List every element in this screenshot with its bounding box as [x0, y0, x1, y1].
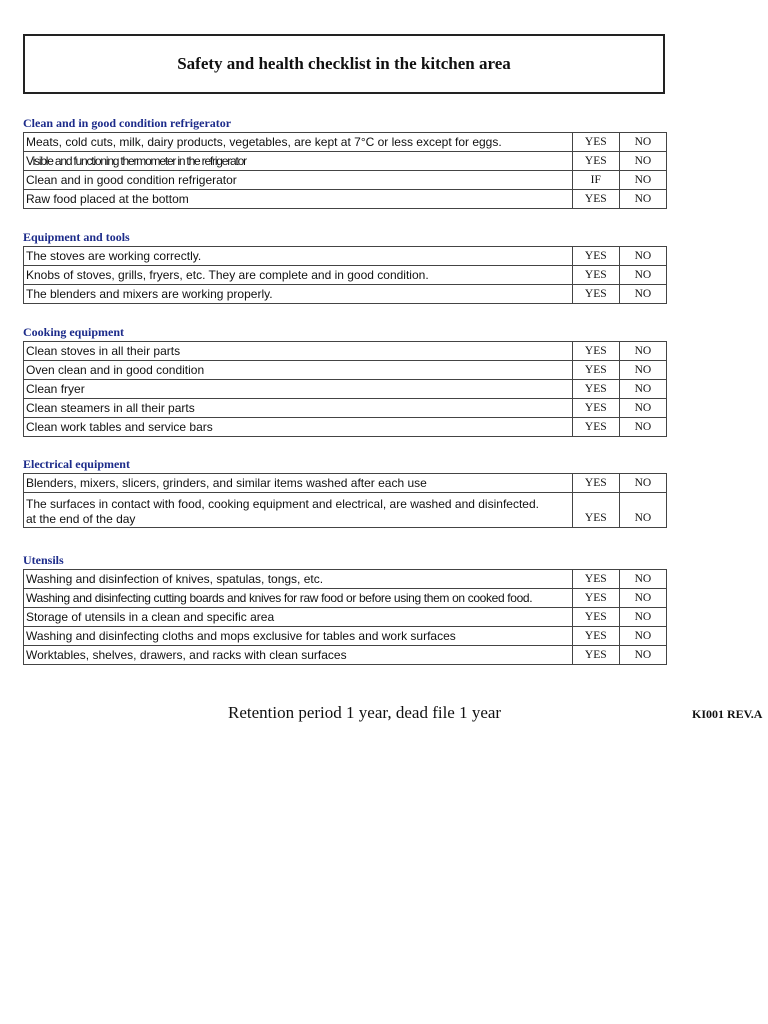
- question-cell: Washing and disinfection of knives, spatulas, tongs, etc.: [24, 570, 573, 589]
- table-row: [24, 266, 667, 285]
- table-row: [24, 247, 667, 266]
- question-line: The surfaces in contact with food, cooking equipment and electrical, are washed and disinfected.: [26, 497, 539, 511]
- yes-cell[interactable]: YES: [572, 399, 619, 418]
- yes-cell[interactable]: YES: [572, 361, 619, 380]
- question-cell: The blenders and mixers are working properly.: [24, 285, 573, 304]
- section-title: Cooking equipment: [23, 325, 125, 339]
- yes-cell[interactable]: YES: [572, 380, 619, 399]
- question-cell: [24, 493, 573, 528]
- section-utensils: [23, 552, 667, 665]
- no-cell[interactable]: NO: [619, 152, 666, 171]
- table-row: [24, 474, 667, 493]
- question-cell: Meats, cold cuts, milk, dairy products, vegetables, are kept at 7°C or less except for eggs.: [24, 133, 573, 152]
- yes-cell[interactable]: YES: [572, 474, 619, 493]
- section-electrical-equipment: [23, 456, 667, 528]
- section-title: Clean and in good condition refrigerator: [23, 116, 232, 130]
- question-cell: Raw food placed at the bottom: [24, 190, 573, 209]
- table-row: [24, 133, 667, 152]
- yes-cell[interactable]: YES: [572, 418, 619, 437]
- table-row: [24, 627, 667, 646]
- yes-cell[interactable]: YES: [572, 589, 619, 608]
- question-cell: Clean work tables and service bars: [24, 418, 573, 437]
- yes-cell[interactable]: YES: [572, 493, 619, 528]
- section-title: Electrical equipment: [23, 457, 130, 471]
- checklist-table: [23, 341, 667, 437]
- section-equipment-tools: [23, 229, 667, 304]
- question-cell: Visible and functioning thermometer in the refrigerator: [24, 152, 573, 171]
- yes-cell[interactable]: YES: [572, 646, 619, 665]
- no-cell[interactable]: NO: [619, 418, 666, 437]
- yes-cell[interactable]: YES: [572, 133, 619, 152]
- yes-cell[interactable]: YES: [572, 247, 619, 266]
- checklist-table: [23, 246, 667, 304]
- table-row: [24, 399, 667, 418]
- question-cell: Washing and disinfecting cloths and mops exclusive for tables and work surfaces: [24, 627, 573, 646]
- question-cell: Clean steamers in all their parts: [24, 399, 573, 418]
- question-cell: Clean fryer: [24, 380, 573, 399]
- yes-cell[interactable]: YES: [572, 190, 619, 209]
- yes-cell[interactable]: YES: [572, 152, 619, 171]
- no-cell[interactable]: NO: [619, 399, 666, 418]
- checklist-title: Safety and health checklist in the kitchen area: [23, 34, 665, 94]
- retention-note: Retention period 1 year, dead file 1 year: [228, 703, 502, 722]
- no-cell[interactable]: NO: [619, 608, 666, 627]
- table-row: [24, 493, 667, 528]
- no-cell[interactable]: NO: [619, 589, 666, 608]
- question-cell: Worktables, shelves, drawers, and racks with clean surfaces: [24, 646, 573, 665]
- question-cell: Clean and in good condition refrigerator: [24, 171, 573, 190]
- no-cell[interactable]: NO: [619, 171, 666, 190]
- question-cell: Washing and disinfecting cutting boards and knives for raw food or before using them on cooked food.: [24, 589, 573, 608]
- table-row: [24, 171, 667, 190]
- table-row: [24, 361, 667, 380]
- section-refrigerator: [23, 115, 667, 209]
- section-cooking-equipment: [23, 324, 667, 437]
- no-cell[interactable]: NO: [619, 285, 666, 304]
- question-cell: The stoves are working correctly.: [24, 247, 573, 266]
- no-cell[interactable]: NO: [619, 570, 666, 589]
- section-title: Equipment and tools: [23, 230, 130, 244]
- document-code: KI001 REV.A: [692, 707, 763, 721]
- question-cell: Storage of utensils in a clean and specific area: [24, 608, 573, 627]
- yes-cell[interactable]: YES: [572, 627, 619, 646]
- yes-cell[interactable]: IF: [572, 171, 619, 190]
- table-row: [24, 380, 667, 399]
- table-row: [24, 608, 667, 627]
- question-line: at the end of the day: [26, 512, 136, 526]
- question-cell: Blenders, mixers, slicers, grinders, and similar items washed after each use: [24, 474, 573, 493]
- yes-cell[interactable]: YES: [572, 285, 619, 304]
- table-row: [24, 570, 667, 589]
- question-cell: Knobs of stoves, grills, fryers, etc. They are complete and in good condition.: [24, 266, 573, 285]
- table-row: [24, 342, 667, 361]
- no-cell[interactable]: NO: [619, 266, 666, 285]
- no-cell[interactable]: NO: [619, 474, 666, 493]
- no-cell[interactable]: NO: [619, 380, 666, 399]
- no-cell[interactable]: NO: [619, 361, 666, 380]
- no-cell[interactable]: NO: [619, 342, 666, 361]
- no-cell[interactable]: NO: [619, 627, 666, 646]
- checklist-table: [23, 473, 667, 528]
- table-row: [24, 285, 667, 304]
- table-row: [24, 589, 667, 608]
- table-row: [24, 646, 667, 665]
- yes-cell[interactable]: YES: [572, 266, 619, 285]
- table-row: [24, 418, 667, 437]
- table-row: [24, 152, 667, 171]
- no-cell[interactable]: NO: [619, 133, 666, 152]
- no-cell[interactable]: NO: [619, 646, 666, 665]
- no-cell[interactable]: NO: [619, 493, 666, 528]
- table-row: [24, 190, 667, 209]
- question-cell: Clean stoves in all their parts: [24, 342, 573, 361]
- checklist-table: [23, 569, 667, 665]
- yes-cell[interactable]: YES: [572, 342, 619, 361]
- checklist-table: [23, 132, 667, 209]
- no-cell[interactable]: NO: [619, 247, 666, 266]
- yes-cell[interactable]: YES: [572, 570, 619, 589]
- section-title: Utensils: [23, 553, 64, 567]
- no-cell[interactable]: NO: [619, 190, 666, 209]
- question-cell: Oven clean and in good condition: [24, 361, 573, 380]
- yes-cell[interactable]: YES: [572, 608, 619, 627]
